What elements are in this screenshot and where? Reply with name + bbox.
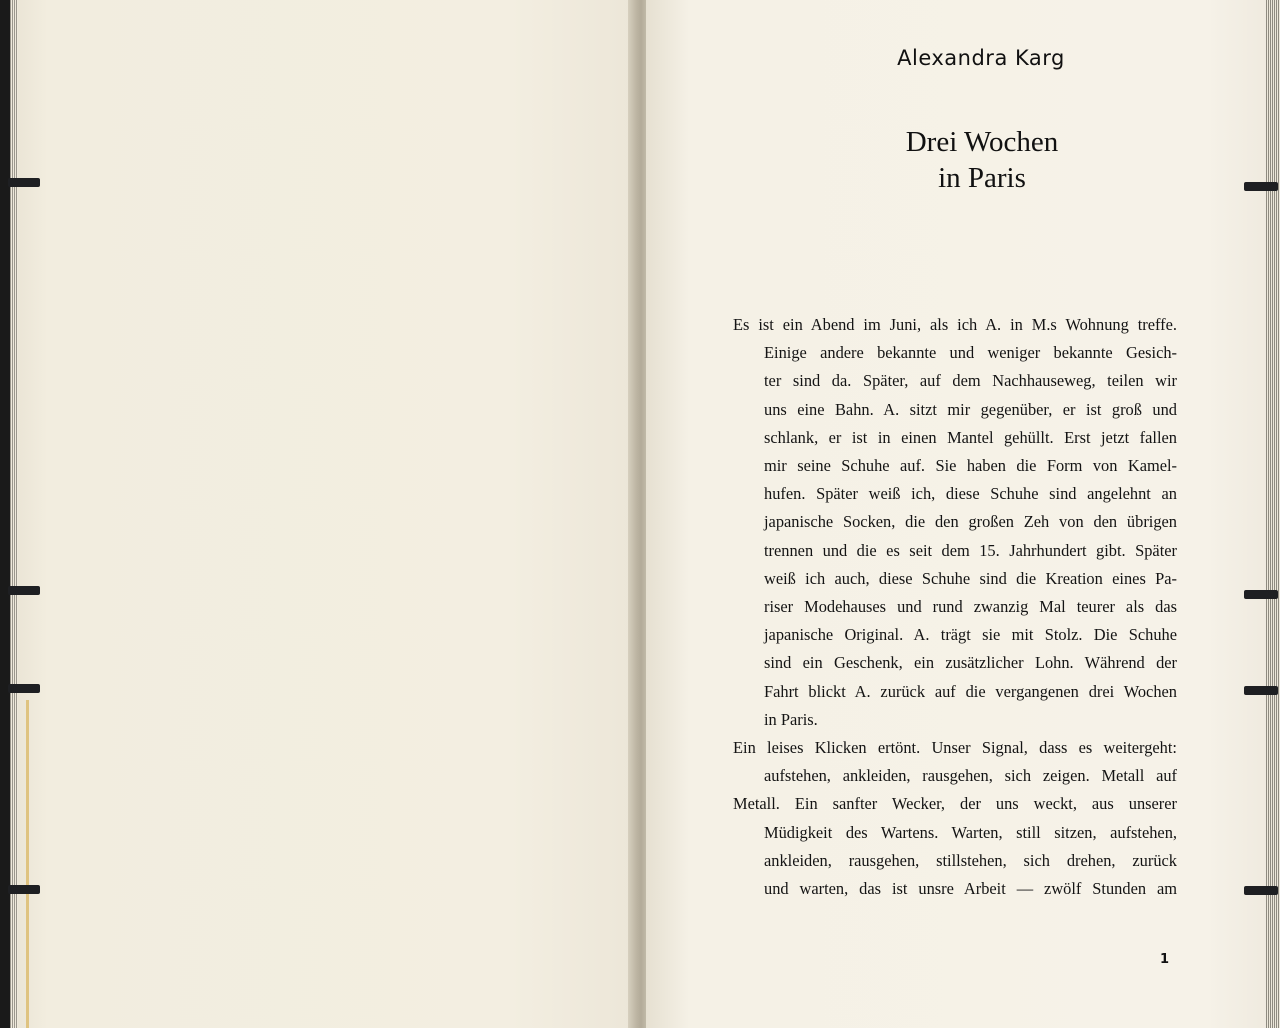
- text-line: riser Modehauses und rund zwanzig Mal teurer als das: [764, 597, 1177, 617]
- body-text: [733, 311, 1177, 903]
- text-line: ter sind da. Später, auf dem Nachhauseweg, teilen wir: [764, 371, 1177, 391]
- binding-stitch: [1244, 686, 1278, 695]
- binding-stitch: [8, 178, 40, 187]
- paragraph: [733, 311, 1177, 734]
- story-title: [646, 124, 1268, 196]
- paragraph: [733, 734, 1177, 903]
- text-line: Es ist ein Abend im Juni, als ich A. in M.s Wohnung treffe.: [733, 315, 1177, 334]
- text-line: weiß ich auch, diese Schuhe sind die Kreation eines Pa-: [764, 568, 1177, 588]
- text-line: in Paris.: [764, 709, 818, 729]
- text-line: trennen und die es seit dem 15. Jahrhundert gibt. Später: [764, 540, 1177, 560]
- left-page: [10, 0, 636, 1028]
- text-line: Fahrt blickt A. zurück auf die vergangenen drei Wochen: [764, 681, 1177, 701]
- left-page-edges: [10, 0, 18, 1028]
- text-line: schlank, er ist in einen Mantel gehüllt. Erst jetzt fallen: [764, 427, 1177, 447]
- title-line: in Paris: [938, 162, 1026, 194]
- text-line: Metall. Ein sanfter Wecker, der uns weckt, aus unserer: [733, 794, 1177, 814]
- text-line: aufstehen, ankleiden, rausgehen, sich zeigen. Metall auf: [764, 766, 1177, 786]
- text-line: japanische Socken, die den großen Zeh von den übrigen: [764, 512, 1177, 532]
- text-line: Einige andere bekannte und weniger bekannte Gesich-: [764, 343, 1177, 363]
- text-line: mir seine Schuhe auf. Sie haben die Form von Kamel-: [764, 456, 1177, 476]
- page-number: 1: [1160, 952, 1170, 967]
- text-line: japanische Original. A. trägt sie mit Stolz. Die Schuhe: [764, 625, 1177, 645]
- text-line: und warten, das ist unsre Arbeit — zwölf Stunden am: [764, 879, 1177, 899]
- text-line: Müdigkeit des Wartens. Warten, still sitzen, aufstehen,: [764, 822, 1177, 842]
- page-edge-tint: [26, 700, 29, 1028]
- author-name: Alexandra Karg: [897, 46, 1065, 70]
- right-page-edges: [1266, 0, 1280, 1028]
- text-line: hufen. Später weiß ich, diese Schuhe sind angelehnt an: [764, 484, 1177, 504]
- text-line: sind ein Geschenk, ein zusätzlicher Lohn. Während der: [764, 653, 1177, 673]
- title-line: Drei Wochen: [905, 126, 1059, 158]
- binding-stitch: [8, 586, 40, 595]
- binding-stitch: [8, 684, 40, 693]
- text-line: ankleiden, rausgehen, stillstehen, sich drehen, zurück: [764, 850, 1177, 870]
- binding-stitch: [1244, 886, 1278, 895]
- text-line: uns eine Bahn. A. sitzt mir gegenüber, er ist groß und: [764, 399, 1177, 419]
- binding-stitch: [8, 885, 40, 894]
- text-line: Ein leises Klicken ertönt. Unser Signal, dass es weitergeht:: [733, 738, 1177, 758]
- binding-stitch: [1244, 590, 1278, 599]
